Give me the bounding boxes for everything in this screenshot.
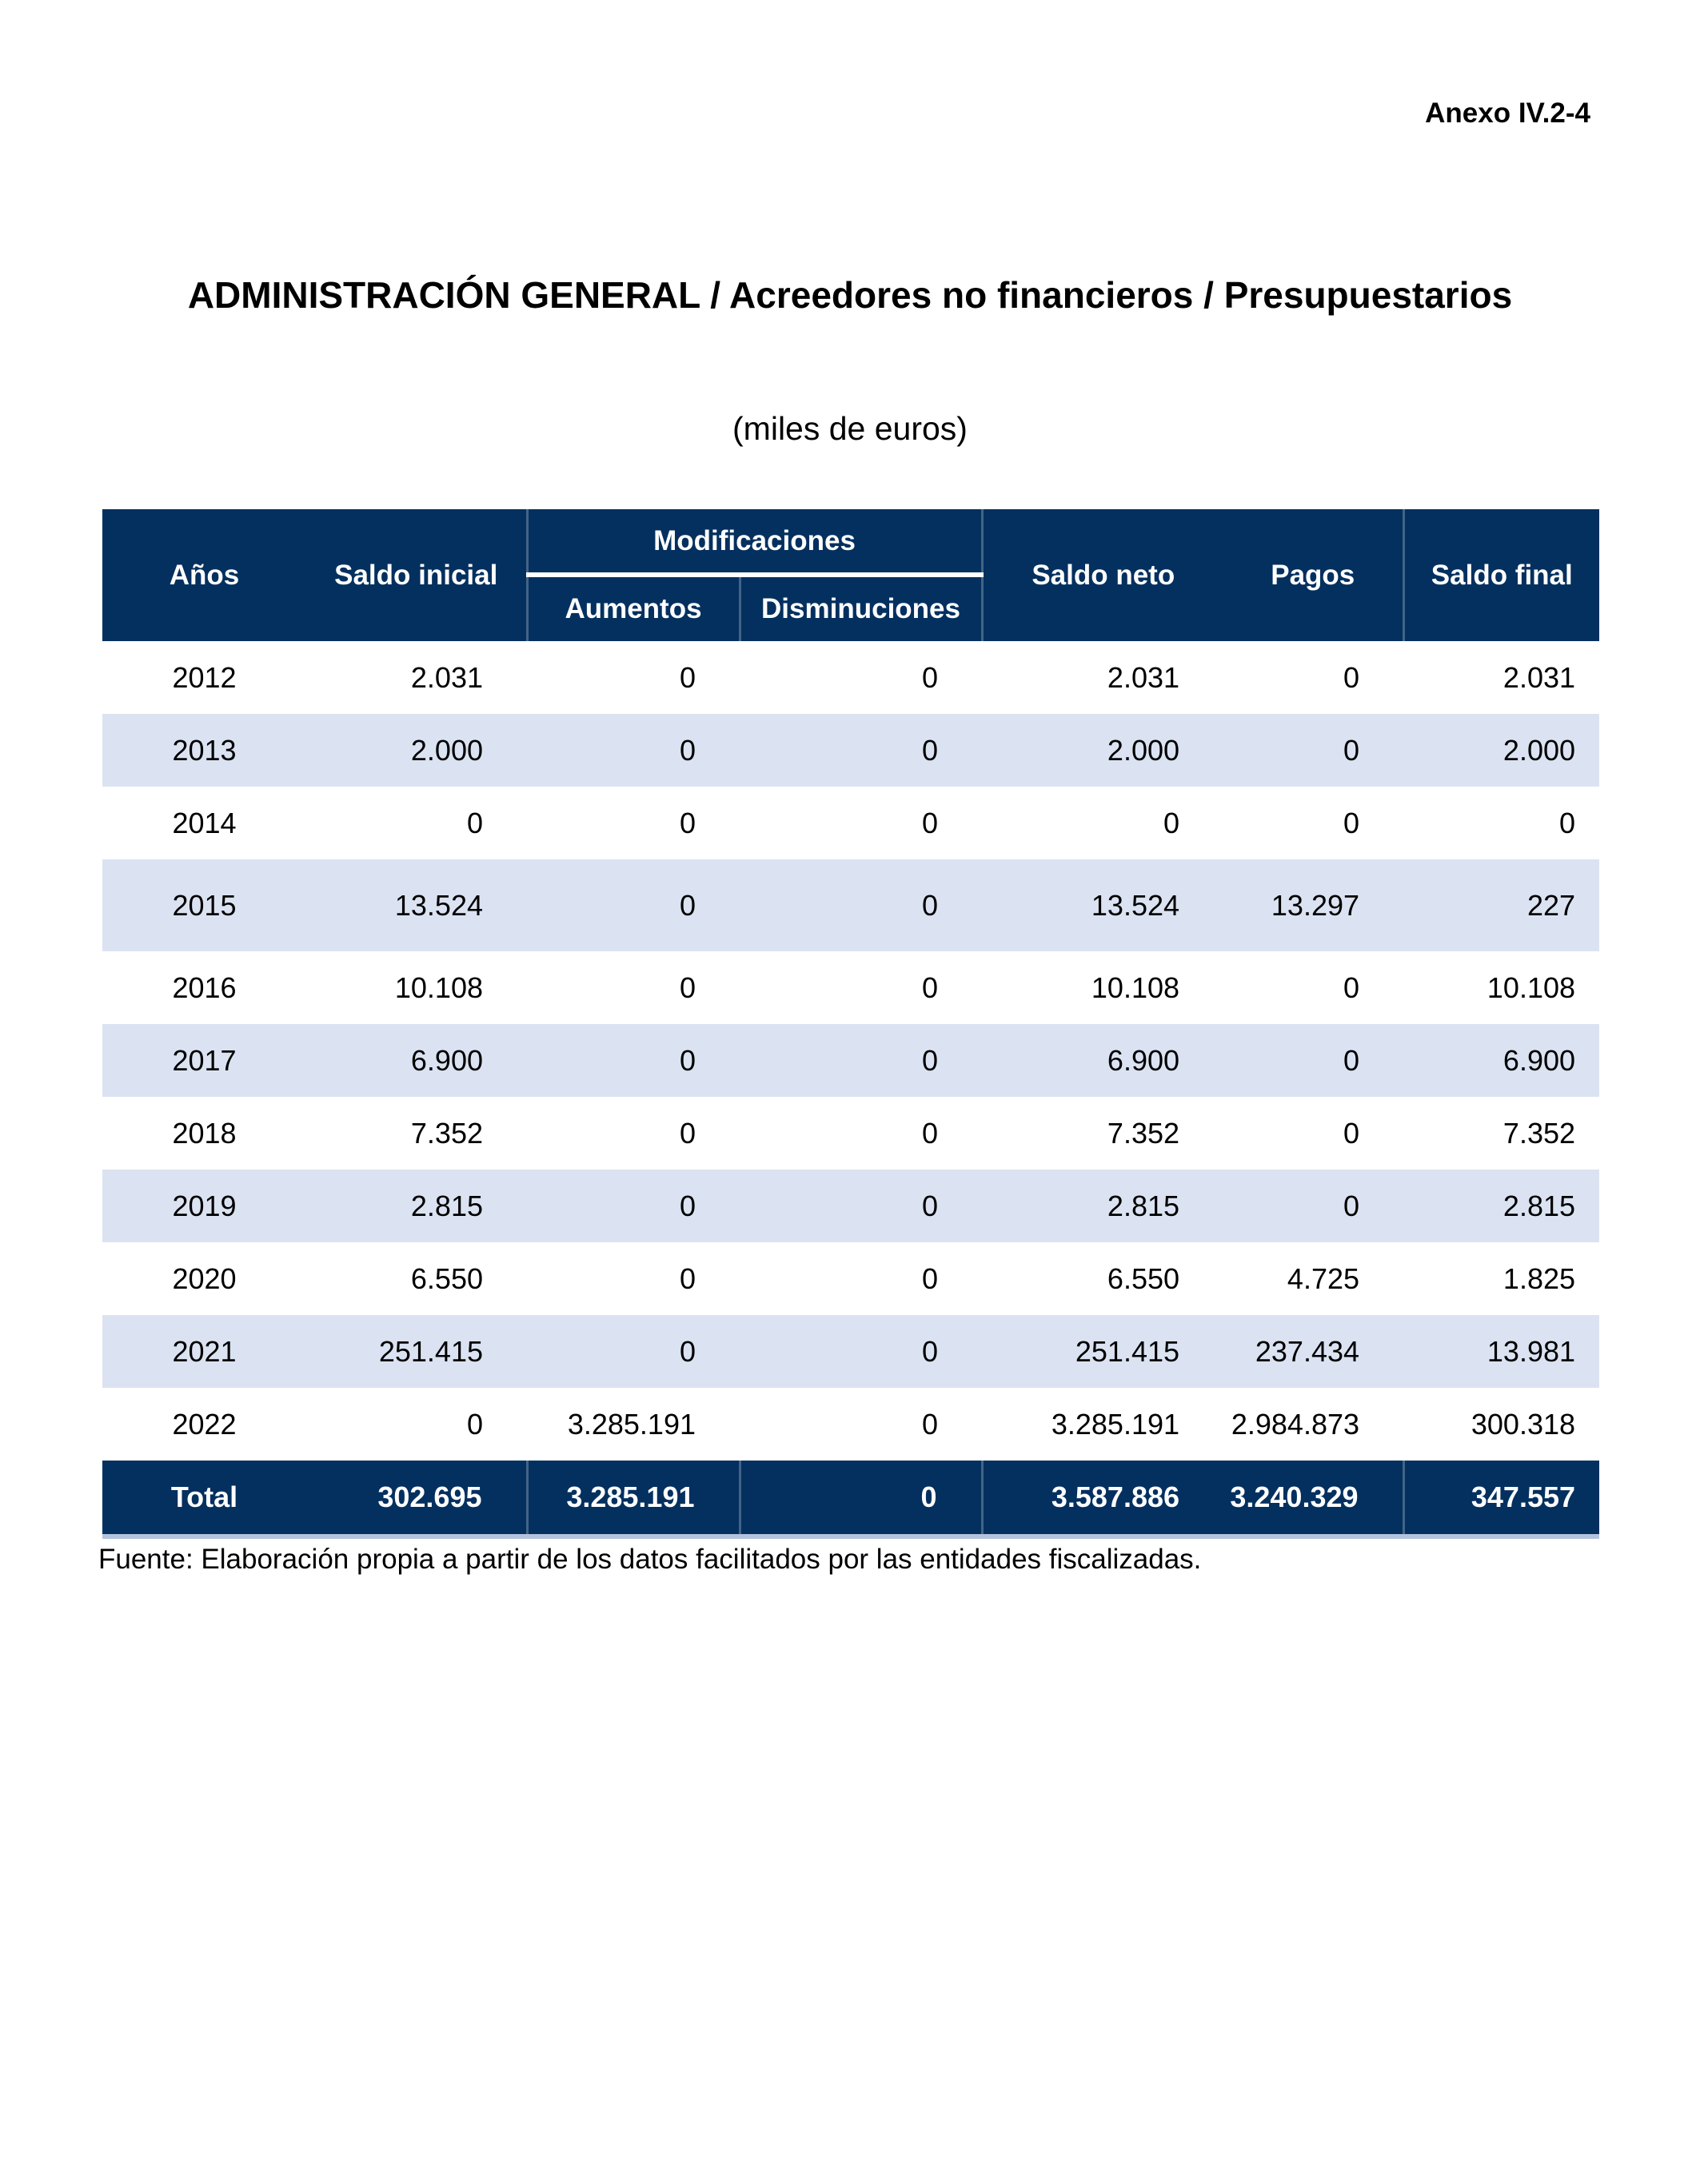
- value-cell: 2.000: [1403, 714, 1599, 787]
- value-cell: 237.434: [1223, 1315, 1403, 1388]
- table-row: [102, 641, 1599, 714]
- value-cell: 0: [740, 714, 982, 787]
- value-cell: 0: [740, 1242, 982, 1315]
- value-cell: 2.815: [1403, 1170, 1599, 1242]
- value-cell: 0: [527, 641, 740, 714]
- value-cell: 2.031: [982, 641, 1223, 714]
- value-cell: 4.725: [1223, 1242, 1403, 1315]
- value-cell: 7.352: [1403, 1097, 1599, 1170]
- value-cell: 13.524: [982, 859, 1223, 951]
- total-row: [102, 1461, 1599, 1536]
- value-cell: 0: [1223, 1170, 1403, 1242]
- year-cell: 2017: [102, 1024, 306, 1097]
- value-cell: 0: [306, 787, 527, 859]
- value-cell: 13.981: [1403, 1315, 1599, 1388]
- total-value-cell: 0: [740, 1461, 982, 1536]
- value-cell: 0: [306, 1388, 527, 1461]
- total-value-cell: 3.587.886: [982, 1461, 1223, 1536]
- col-header-disminuciones: Disminuciones: [740, 575, 982, 641]
- value-cell: 0: [740, 1388, 982, 1461]
- value-cell: 0: [740, 1170, 982, 1242]
- value-cell: 0: [527, 1024, 740, 1097]
- col-header-anos: Años: [102, 509, 306, 641]
- value-cell: 0: [982, 787, 1223, 859]
- total-value-cell: 302.695: [306, 1461, 527, 1536]
- year-cell: 2019: [102, 1170, 306, 1242]
- col-header-saldo-inicial: Saldo inicial: [306, 509, 527, 641]
- value-cell: 6.900: [306, 1024, 527, 1097]
- year-cell: 2012: [102, 641, 306, 714]
- value-cell: 10.108: [306, 951, 527, 1024]
- value-cell: 0: [740, 1097, 982, 1170]
- value-cell: 2.984.873: [1223, 1388, 1403, 1461]
- value-cell: 0: [527, 787, 740, 859]
- value-cell: 6.550: [982, 1242, 1223, 1315]
- col-header-pagos: Pagos: [1223, 509, 1403, 641]
- table-row: [102, 1315, 1599, 1388]
- value-cell: 0: [1223, 787, 1403, 859]
- annex-label: Anexo IV.2-4: [1425, 98, 1590, 129]
- value-cell: 0: [527, 1242, 740, 1315]
- value-cell: 0: [1223, 1024, 1403, 1097]
- year-cell: 2022: [102, 1388, 306, 1461]
- value-cell: 0: [1403, 787, 1599, 859]
- budget-creditors-table: [102, 509, 1599, 1539]
- table-footer: [102, 1461, 1599, 1536]
- value-cell: 2.031: [306, 641, 527, 714]
- value-cell: 0: [740, 641, 982, 714]
- value-cell: 251.415: [982, 1315, 1223, 1388]
- value-cell: 0: [527, 714, 740, 787]
- year-cell: 2018: [102, 1097, 306, 1170]
- table-row: [102, 1024, 1599, 1097]
- value-cell: 7.352: [306, 1097, 527, 1170]
- value-cell: 0: [527, 1097, 740, 1170]
- table-row: [102, 1170, 1599, 1242]
- table-row: [102, 859, 1599, 951]
- table-row: [102, 1388, 1599, 1461]
- value-cell: 0: [740, 1024, 982, 1097]
- col-header-saldo-final: Saldo final: [1403, 509, 1599, 641]
- col-header-modificaciones: Modificaciones: [527, 509, 982, 575]
- table-row: [102, 787, 1599, 859]
- table-row: [102, 1242, 1599, 1315]
- value-cell: 13.297: [1223, 859, 1403, 951]
- value-cell: 0: [527, 951, 740, 1024]
- value-cell: 227: [1403, 859, 1599, 951]
- year-cell: 2014: [102, 787, 306, 859]
- table-row: [102, 1097, 1599, 1170]
- value-cell: 2.815: [306, 1170, 527, 1242]
- total-value-cell: 347.557: [1403, 1461, 1599, 1536]
- value-cell: 0: [527, 1170, 740, 1242]
- value-cell: 0: [527, 859, 740, 951]
- value-cell: 251.415: [306, 1315, 527, 1388]
- table-body: [102, 641, 1599, 1461]
- value-cell: 0: [1223, 641, 1403, 714]
- value-cell: 10.108: [982, 951, 1223, 1024]
- value-cell: 7.352: [982, 1097, 1223, 1170]
- value-cell: 0: [1223, 1097, 1403, 1170]
- value-cell: 0: [740, 1315, 982, 1388]
- value-cell: 0: [740, 951, 982, 1024]
- value-cell: 2.000: [982, 714, 1223, 787]
- year-cell: 2015: [102, 859, 306, 951]
- year-cell: 2021: [102, 1315, 306, 1388]
- year-cell: 2013: [102, 714, 306, 787]
- value-cell: 6.900: [982, 1024, 1223, 1097]
- value-cell: 6.550: [306, 1242, 527, 1315]
- value-cell: 0: [740, 787, 982, 859]
- value-cell: 10.108: [1403, 951, 1599, 1024]
- value-cell: 3.285.191: [982, 1388, 1223, 1461]
- value-cell: 0: [1223, 951, 1403, 1024]
- table-header: [102, 509, 1599, 641]
- value-cell: 300.318: [1403, 1388, 1599, 1461]
- source-note: Fuente: Elaboración propia a partir de los datos facilitados por las entidades fiscalizadas.: [98, 1544, 1202, 1575]
- value-cell: 6.900: [1403, 1024, 1599, 1097]
- total-label-cell: Total: [102, 1461, 306, 1536]
- value-cell: 1.825: [1403, 1242, 1599, 1315]
- total-value-cell: 3.240.329: [1223, 1461, 1403, 1536]
- value-cell: 0: [740, 859, 982, 951]
- value-cell: 0: [1223, 714, 1403, 787]
- page-title: ADMINISTRACIÓN GENERAL / Acreedores no financieros / Presupuestarios: [187, 274, 1513, 316]
- col-header-saldo-neto: Saldo neto: [982, 509, 1223, 641]
- year-cell: 2016: [102, 951, 306, 1024]
- value-cell: 0: [527, 1315, 740, 1388]
- table-row: [102, 714, 1599, 787]
- value-cell: 3.285.191: [527, 1388, 740, 1461]
- total-value-cell: 3.285.191: [527, 1461, 740, 1536]
- value-cell: 2.000: [306, 714, 527, 787]
- value-cell: 2.815: [982, 1170, 1223, 1242]
- table-row: [102, 951, 1599, 1024]
- value-cell: 2.031: [1403, 641, 1599, 714]
- col-header-aumentos: Aumentos: [527, 575, 740, 641]
- year-cell: 2020: [102, 1242, 306, 1315]
- value-cell: 13.524: [306, 859, 527, 951]
- units-subtitle: (miles de euros): [732, 410, 968, 447]
